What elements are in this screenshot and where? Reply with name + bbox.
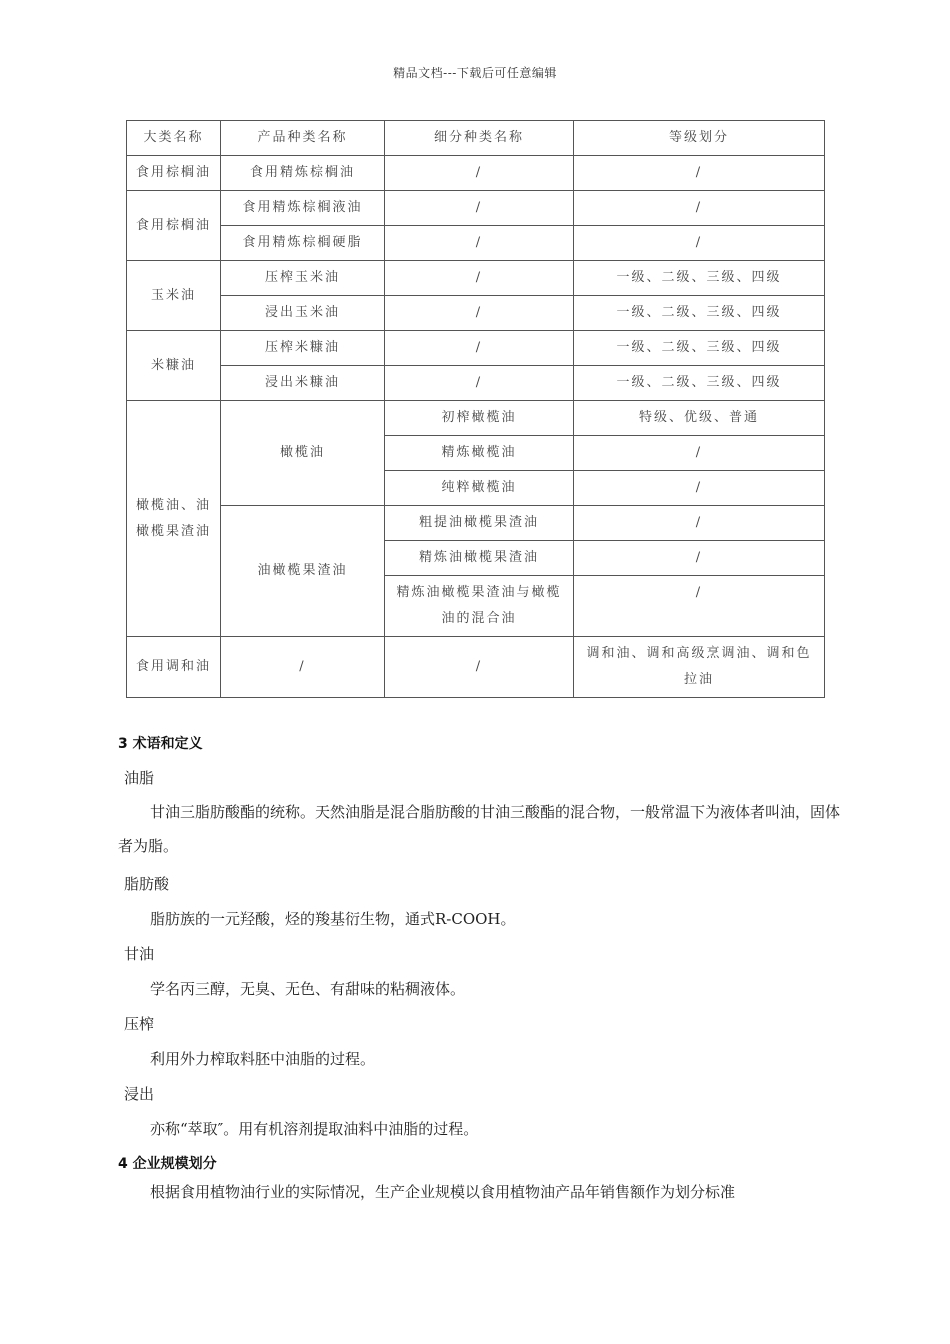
- table-row: [127, 331, 825, 366]
- term-glycerol: 甘油: [124, 945, 155, 963]
- section-3-title: 3 术语和定义: [118, 736, 203, 752]
- term-oil: 油脂: [124, 769, 155, 787]
- cell-sub: 初榨橄榄油: [385, 401, 574, 436]
- page-header: 精品文档---下载后可任意编辑: [393, 66, 557, 80]
- oil-classification-table: [126, 120, 825, 698]
- cell-grade: 一级、二级、三级、四级: [574, 261, 825, 296]
- table-header-row: [127, 121, 825, 156]
- term-fatty-acid: 脂肪酸: [124, 875, 170, 893]
- cell-sub: /: [385, 331, 574, 366]
- cell-major: 米糠油: [127, 331, 221, 401]
- header-major-category: 大类名称: [127, 121, 221, 156]
- cell-product: 浸出玉米油: [221, 296, 385, 331]
- section-4-text: 根据食用植物油行业的实际情况，生产企业规模以食用植物油产品年销售额作为划分标准: [150, 1183, 736, 1201]
- cell-grade: /: [574, 471, 825, 506]
- cell-grade: 调和油、调和高级烹调油、调和色拉油: [574, 637, 825, 698]
- cell-major: 玉米油: [127, 261, 221, 331]
- cell-product: /: [221, 637, 385, 698]
- cell-grade: /: [574, 191, 825, 226]
- cell-grade: 一级、二级、三级、四级: [574, 296, 825, 331]
- cell-sub: 纯粹橄榄油: [385, 471, 574, 506]
- cell-grade: /: [574, 156, 825, 191]
- cell-grade: /: [574, 506, 825, 541]
- cell-grade: 一级、二级、三级、四级: [574, 366, 825, 401]
- table-row: [127, 226, 825, 261]
- table-row: [127, 366, 825, 401]
- cell-product: 食用精炼棕榈油: [221, 156, 385, 191]
- cell-sub: /: [385, 637, 574, 698]
- cell-grade: 特级、优级、普通: [574, 401, 825, 436]
- cell-major: 橄榄油、油橄榄果渣油: [127, 401, 221, 637]
- cell-grade: 一级、二级、三级、四级: [574, 331, 825, 366]
- table-row: [127, 401, 825, 436]
- table-row: [127, 296, 825, 331]
- cell-product: 食用精炼棕榈硬脂: [221, 226, 385, 261]
- table-row: [127, 261, 825, 296]
- definition-fatty-acid: 脂肪族的一元羟酸，烃的羧基衍生物，通式R-COOH。: [150, 910, 516, 928]
- cell-product: 油橄榄果渣油: [221, 506, 385, 637]
- cell-product: 压榨玉米油: [221, 261, 385, 296]
- definition-oil: 甘油三脂肪酸酯的统称。天然油脂是混合脂肪酸的甘油三酸酯的混合物，一般常温下为液体者叫油，固体者为脂。: [118, 803, 841, 855]
- table-row: [127, 637, 825, 698]
- header-product-type: 产品种类名称: [221, 121, 385, 156]
- cell-sub: 粗提油橄榄果渣油: [385, 506, 574, 541]
- cell-product: 食用精炼棕榈液油: [221, 191, 385, 226]
- cell-sub: /: [385, 366, 574, 401]
- cell-product: 橄榄油: [221, 401, 385, 506]
- cell-grade: /: [574, 436, 825, 471]
- cell-grade: /: [574, 226, 825, 261]
- definition-leaching: 亦称“萃取″。用有机溶剂提取油料中油脂的过程。: [150, 1120, 479, 1138]
- table-row: [127, 156, 825, 191]
- term-pressing: 压榨: [124, 1015, 155, 1033]
- cell-sub: 精炼油橄榄果渣油与橄榄油的混合油: [385, 576, 574, 637]
- section-4-title: 4 企业规模划分: [118, 1156, 217, 1172]
- cell-major: 食用棕榈油: [127, 191, 221, 261]
- cell-sub: 精炼油橄榄果渣油: [385, 541, 574, 576]
- cell-sub: 精炼橄榄油: [385, 436, 574, 471]
- cell-grade: /: [574, 576, 825, 637]
- table-row: [127, 506, 825, 541]
- cell-major: 食用调和油: [127, 637, 221, 698]
- cell-sub: /: [385, 226, 574, 261]
- cell-product: 压榨米糠油: [221, 331, 385, 366]
- cell-major: 食用棕榈油: [127, 156, 221, 191]
- header-sub-type: 细分种类名称: [385, 121, 574, 156]
- header-grade: 等级划分: [574, 121, 825, 156]
- cell-grade: /: [574, 541, 825, 576]
- cell-sub: /: [385, 261, 574, 296]
- definition-glycerol: 学名丙三醇，无臭、无色、有甜味的粘稠液体。: [150, 980, 466, 998]
- cell-sub: /: [385, 191, 574, 226]
- cell-sub: /: [385, 156, 574, 191]
- cell-product: 浸出米糠油: [221, 366, 385, 401]
- cell-sub: /: [385, 296, 574, 331]
- term-leaching: 浸出: [124, 1085, 155, 1103]
- definition-pressing: 利用外力榨取料胚中油脂的过程。: [150, 1050, 376, 1068]
- table-row: [127, 191, 825, 226]
